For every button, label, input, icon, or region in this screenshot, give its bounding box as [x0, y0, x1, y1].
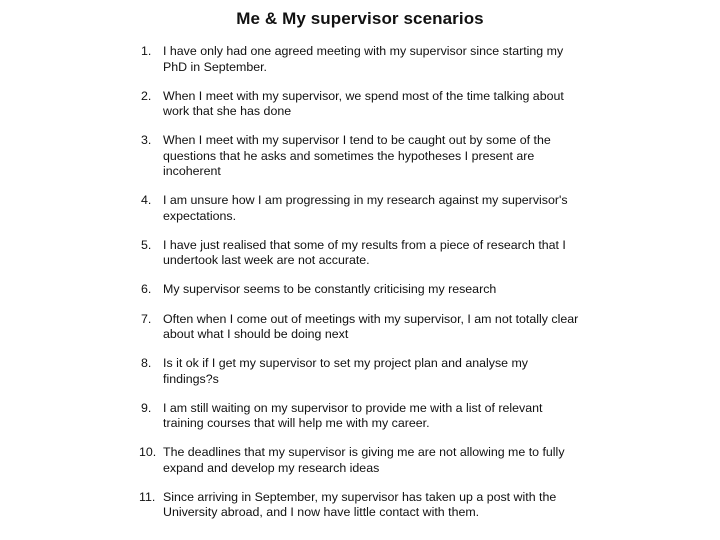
list-item — [141, 356, 581, 387]
item-text: When I meet with my supervisor, we spend most of the time talking about work that she has done — [163, 88, 564, 119]
scenario-list — [141, 44, 581, 535]
list-item — [141, 89, 581, 120]
item-text: The deadlines that my supervisor is giving me are not allowing me to fully expand and develop my research ideas — [163, 445, 565, 475]
item-number: 5. — [141, 237, 152, 252]
list-item — [141, 44, 581, 75]
list-item — [141, 401, 581, 432]
item-text: I have just realised that some of my results from a piece of research that I undertook last week are not accurate. — [163, 237, 566, 268]
item-number: 9. — [141, 400, 152, 415]
list-item — [141, 445, 581, 476]
item-text: When I meet with my supervisor I tend to be caught out by some of the questions that he asks and sometimes the hypotheses I present are incoherent — [163, 133, 551, 179]
item-number: 4. — [141, 193, 152, 208]
item-number: 2. — [141, 88, 152, 103]
list-item — [141, 238, 581, 269]
list-item — [141, 133, 581, 180]
item-number: 10. — [139, 445, 157, 460]
item-text: Since arriving in September, my supervisor has taken up a post with the University abroad, and I now have little contact with them. — [163, 489, 557, 520]
item-number: 6. — [141, 282, 152, 297]
item-number: 8. — [141, 356, 152, 371]
item-text: Is it ok if I get my supervisor to set my project plan and analyse my findings?s — [163, 356, 528, 386]
item-number: 11. — [139, 489, 156, 504]
item-text: I have only had one agreed meeting with my supervisor since starting my PhD in September. — [163, 44, 564, 74]
list-item — [141, 193, 581, 224]
list-item — [141, 490, 581, 521]
item-text: My supervisor seems to be constantly criticising my research — [163, 282, 497, 297]
item-number: 7. — [141, 311, 152, 326]
item-text: I am unsure how I am progressing in my research against my supervisor's expectations. — [163, 193, 568, 223]
page-title: Me & My supervisor scenarios — [236, 9, 484, 28]
list-item — [141, 282, 581, 298]
item-text: I am still waiting on my supervisor to provide me with a list of relevant training courses that will help me with my career. — [163, 400, 543, 431]
item-text: Often when I come out of meetings with my supervisor, I am not totally clear about what I should be doing next — [163, 311, 579, 342]
list-item — [141, 312, 581, 343]
item-number: 1. — [141, 44, 152, 58]
item-number: 3. — [141, 133, 152, 148]
